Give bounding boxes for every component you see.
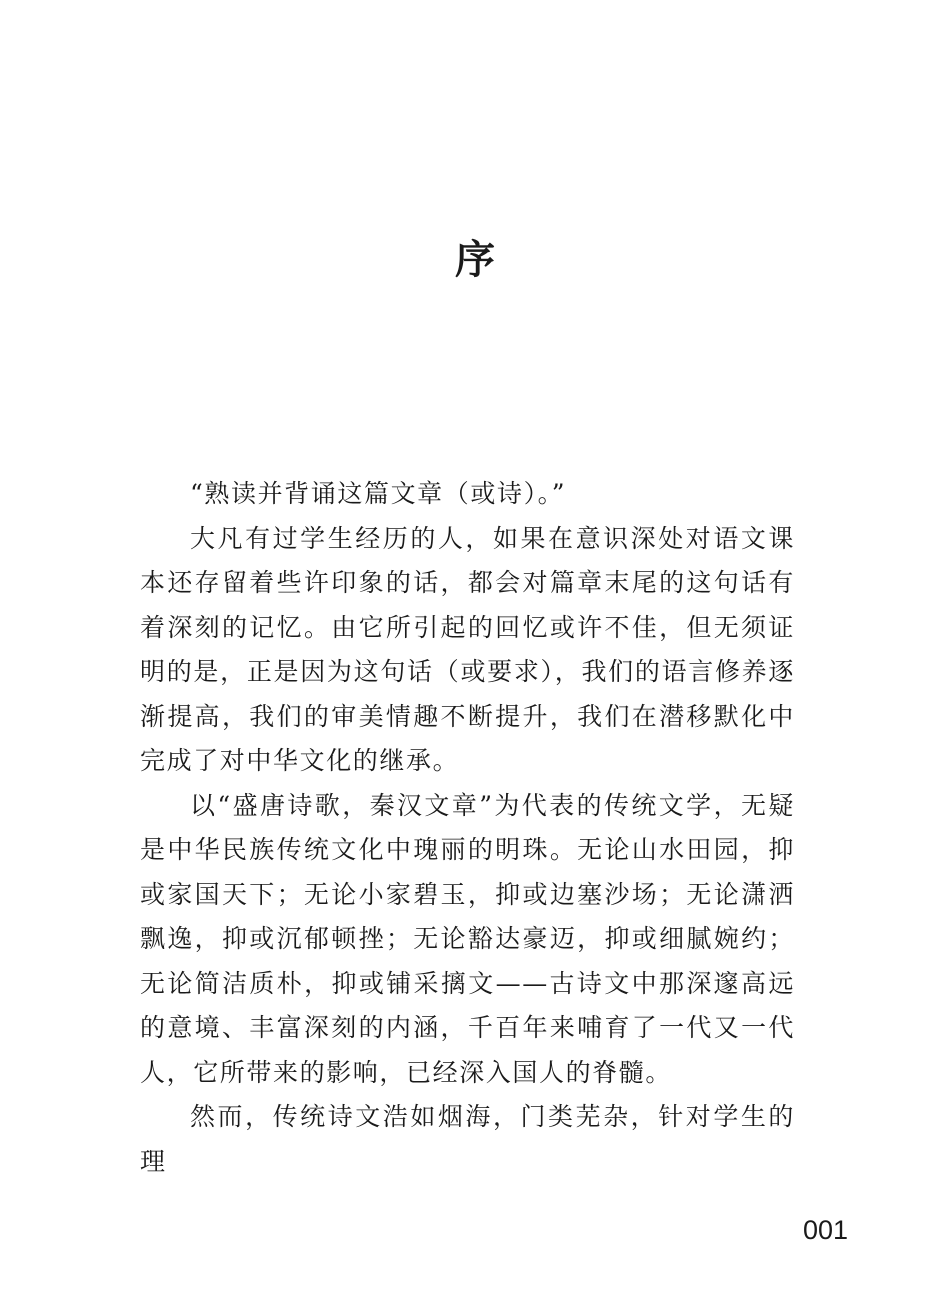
paragraph: 大凡有过学生经历的人，如果在意识深处对语文课本还存留着些许印象的话，都会对篇章末尾的这句话有着深刻的记忆。由它所引起的回忆或许不佳，但无须证明的是，正是因为这句话（或要求），我们的语言修养逐渐提高，我们的审美情趣不断提升，我们在潜移默化中完成了对中华文化的继承。	[140, 523, 795, 775]
page-title: 序	[455, 237, 495, 283]
paragraph: 以“盛唐诗歌，秦汉文章”为代表的传统文学，无疑是中华民族传统文化中瑰丽的明珠。无论山水田园，抑或家国天下；无论小家碧玉，抑或边塞沙场；无论潇洒飘逸，抑或沉郁顿挫；无论豁达豪迈，抑或细腻婉约；无论简洁质朴，抑或铺采摛文——古诗文中那深邃高远的意境、丰富深刻的内涵，千百年来哺育了一代又一代人，它所带来的影响，已经深入国人的脊髓。	[140, 790, 795, 1087]
paragraph-quote: “熟读并背诵这篇文章（或诗）。”	[190, 479, 567, 508]
page-number: 001	[802, 1215, 848, 1245]
body-text	[140, 472, 795, 1184]
paragraph: 然而，传统诗文浩如烟海，门类芜杂，针对学生的理	[140, 1102, 795, 1176]
